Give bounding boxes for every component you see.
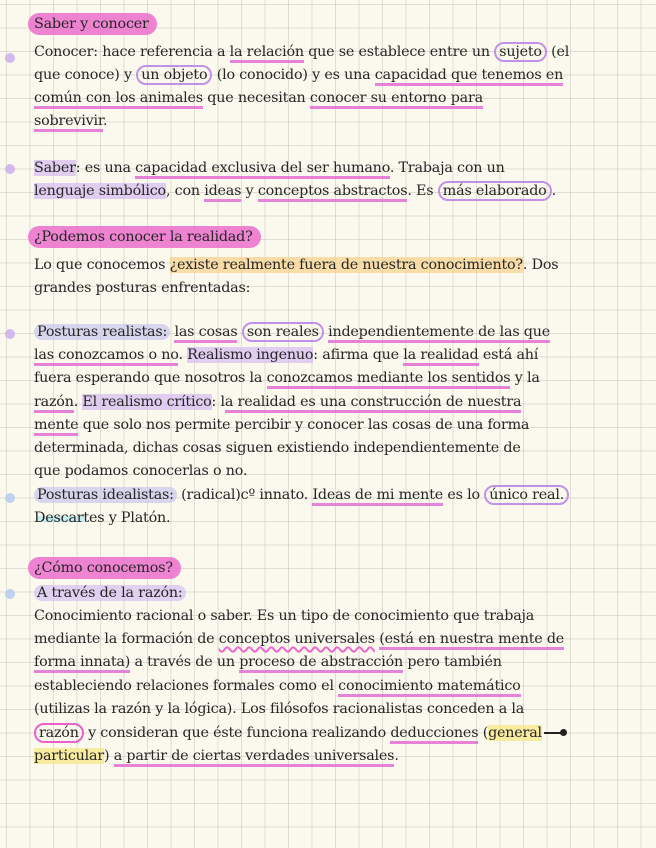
text-segment: .: [102, 113, 108, 129]
bullet-dot: [5, 589, 15, 599]
text-segment: ideas: [204, 183, 241, 202]
text-segment: y consideran que éste funciona realizando: [83, 725, 391, 741]
text-segment: lenguaje simbólico: [34, 183, 166, 199]
text-segment: Ideas de mi mente: [312, 487, 443, 506]
text-segment: las conozcamos o no: [34, 347, 178, 366]
text-segment: Realismo ingenuo: [187, 347, 314, 363]
text-segment: : afirma que: [313, 347, 404, 363]
bullet-dot: [5, 164, 15, 174]
realidad-line-2: [34, 277, 250, 299]
text-segment: conceptos universales: [218, 631, 375, 647]
text-segment: Saber y conocer: [34, 16, 149, 32]
realistas-line-5: [34, 414, 529, 436]
razon-line-1: [34, 605, 534, 627]
text-segment: razón: [34, 394, 74, 413]
text-segment: (radical)cº innato.: [176, 487, 313, 503]
idealistas-line-1: [34, 484, 569, 506]
text-segment: sobrevivir: [34, 113, 103, 132]
text-segment: las cosas: [174, 324, 237, 343]
text-segment: que necesitan: [202, 90, 310, 106]
razon-line-2: [34, 628, 564, 650]
saber-line-1: [34, 157, 505, 179]
conocer-line-1: [34, 41, 569, 63]
bullet-dot: [5, 53, 15, 63]
text-segment: independientemente de las que: [328, 324, 550, 343]
text-segment: grandes posturas enfrentadas:: [34, 280, 251, 296]
text-segment: .: [73, 394, 83, 410]
razon-line-6: [34, 722, 566, 744]
text-segment: .: [394, 748, 399, 764]
text-segment: (lo conocido) y es una: [212, 67, 375, 83]
conocer-line-4: [34, 110, 107, 132]
conocer-line-2: [34, 64, 563, 86]
text-segment: único real.: [484, 485, 569, 505]
text-segment: Conocer: hace referencia a: [34, 44, 230, 60]
text-segment: deducciones: [390, 725, 478, 744]
razon-line-4: [34, 675, 521, 697]
text-segment: a través de un: [130, 654, 240, 670]
text-segment: que conoce) y: [34, 67, 137, 83]
razon-subheading: [34, 582, 186, 604]
text-segment: proceso de abstracción: [239, 654, 403, 673]
text-segment: (el: [546, 44, 570, 60]
text-segment: Lo que conocemos: [34, 257, 170, 273]
realidad-line-1: [34, 254, 558, 276]
text-segment: que podamos conocerlas o no.: [34, 463, 248, 479]
text-segment: , con: [165, 183, 205, 199]
realistas-line-1: [34, 321, 550, 343]
text-segment: . Dos: [522, 257, 559, 273]
text-segment: conozcamos mediante los sentidos: [267, 370, 511, 389]
realistas-line-6: [34, 437, 521, 459]
text-segment: a realidad es una construcción de nuestra: [225, 394, 521, 413]
text-segment: El realismo crítico: [82, 394, 212, 410]
heading-como-conocemos: [28, 557, 181, 579]
realistas-line-2: [34, 344, 538, 366]
text-segment: particular: [34, 748, 104, 764]
text-segment: . Trabaja con un: [389, 160, 505, 176]
text-segment: la relación: [230, 44, 304, 63]
text-segment: forma innata): [34, 654, 130, 673]
text-segment: ¿existe realmente fuera de nuestra conocimiento?: [169, 257, 523, 273]
text-segment: son reales: [242, 322, 324, 342]
text-segment: Conocimiento racional o saber. Es un tipo de conocimiento que trabaja: [34, 608, 535, 624]
text-segment: (está en nuestra mente de: [379, 631, 564, 650]
text-segment: que se establece entre un: [303, 44, 495, 60]
text-segment: estableciendo relaciones formales como el: [34, 678, 339, 694]
text-segment: ): [103, 748, 114, 764]
saber-line-2: [34, 180, 556, 202]
text-segment: a partir de ciertas verdades universales: [114, 748, 395, 767]
heading-podemos-conocer: [28, 226, 261, 248]
text-segment: : es una: [75, 160, 136, 176]
text-segment: sujeto: [494, 42, 547, 62]
text-segment: es lo: [443, 487, 485, 503]
text-segment: .: [551, 183, 556, 199]
text-segment: Saber: [34, 160, 76, 176]
idealistas-line-2: [34, 507, 170, 529]
razon-line-5: [34, 698, 524, 720]
bullet-dot: [5, 493, 15, 503]
text-segment: general: [488, 725, 542, 741]
text-segment: la realidad: [403, 347, 478, 366]
text-segment: un objeto: [136, 65, 212, 85]
heading-saber-y-conocer: [28, 13, 157, 35]
conocer-line-3: [34, 87, 483, 109]
text-segment: capacidad exclusiva del ser humano: [135, 160, 390, 179]
text-segment: .: [178, 347, 188, 363]
text-segment: . Es: [407, 183, 438, 199]
bullet-dot: [5, 329, 15, 339]
text-segment: Posturas idealistas:: [34, 487, 177, 503]
realistas-line-7: [34, 460, 247, 482]
text-segment: más elaborado: [438, 181, 552, 201]
text-segment: Descartes y Platón.: [34, 510, 171, 526]
text-segment: mente: [34, 417, 78, 436]
text-segment: : l: [211, 394, 225, 410]
text-segment: conceptos abstractos: [258, 183, 408, 202]
text-segment: (utilizas la razón y la lógica). Los filósofos racionalistas conceden a la: [34, 701, 525, 717]
text-segment: razón: [34, 723, 84, 743]
text-segment: (: [478, 725, 489, 741]
razon-line-7: [34, 745, 399, 767]
text-segment: conocimiento matemático: [338, 678, 520, 697]
text-segment: Posturas realistas:: [34, 324, 170, 340]
text-segment: determinada, dichas cosas siguen existiendo independientemente de: [34, 440, 521, 456]
text-segment: está ahí: [478, 347, 539, 363]
text-segment: que solo nos permite percibir y conocer las cosas de una forma: [78, 417, 530, 433]
text-segment: pero también: [403, 654, 502, 670]
razon-line-3: [34, 651, 502, 673]
arrow-icon: [544, 732, 564, 734]
text-segment: y: [241, 183, 258, 199]
text-segment: mediante la formación de: [34, 631, 219, 647]
text-segment: y la: [510, 370, 540, 386]
text-segment: fuera esperando que nosotros la: [34, 370, 267, 386]
text-segment: común con los animales: [34, 90, 203, 109]
text-segment: A través de la razón:: [34, 585, 186, 601]
realistas-line-4: [34, 391, 521, 413]
text-segment: capacidad que tenemos en: [375, 67, 563, 86]
text-segment: ¿Podemos conocer la realidad?: [34, 229, 253, 245]
text-segment: ¿Cómo conocemos?: [34, 560, 173, 576]
text-segment: conocer su entorno para: [310, 90, 483, 109]
realistas-line-3: [34, 367, 540, 389]
